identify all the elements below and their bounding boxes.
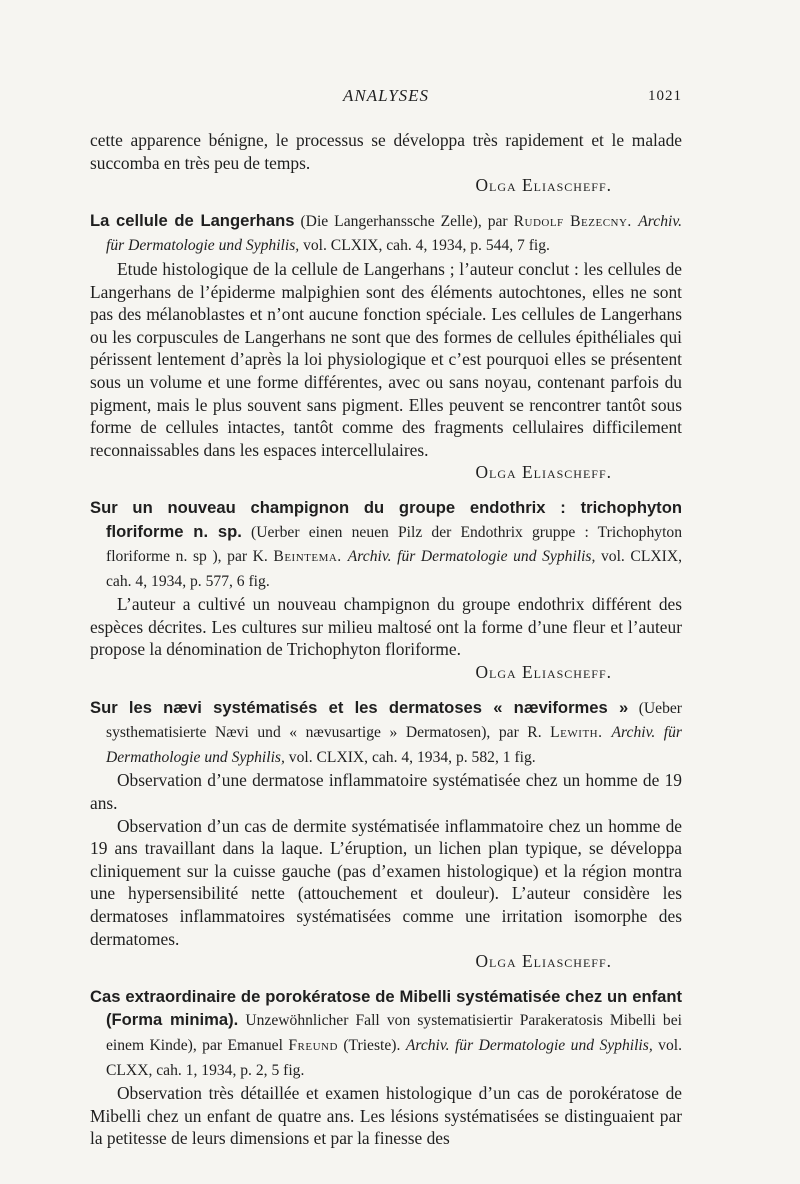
article-original-title: Unzewöhnlicher Fall von systematisiertir Parakeratosis Mibelli bei einem Kinde), par Emanuel	[106, 1012, 682, 1054]
page-header	[90, 86, 682, 110]
article-reference: vol. CLXIX, cah. 4, 1934, p. 582, 1 fig.	[284, 748, 536, 766]
article-author: Rudolf Bezecny.	[513, 212, 632, 230]
article-heading	[90, 496, 682, 593]
article-paragraph: Etude histologique de la cellule de Langerhans ; l’auteur conclut : les cellules de Langerhans de l’épiderme malpighien sont des éléments autochtones, elles ne sont pas des mélanoblastes et n’ont aucune fonction spéciale. Les cellules de Langerhans ou les corpuscules de Langerhans ne sont que des formes de cellules épithéliales qui périssent lentement d’après la loi physiologique et c’est pourquoi elles se présentent sous un volume et une forme différentes, avec ou sans noyau, contenant parfois du pigment, mais le plus souvent sans pigment. Elles peuvent se rencontrer tantôt sous forme de cellules intactes, tantôt comme des fragments cellulaires difficilement reconnaissables dans les espaces intercellulaires.	[90, 258, 682, 460]
article-naevi	[90, 696, 682, 973]
article-author-affiliation: (Trieste).	[337, 1036, 406, 1054]
intro-paragraph: cette apparence bénigne, le processus se développa très rapidement et le malade succomba en très peu de temps.	[90, 130, 682, 173]
article-signature: Olga Eliascheff.	[475, 462, 612, 483]
article-title: Cas extraordinaire de porokératose de Mibelli systématisée chez un enfant (Forma minima).	[90, 986, 682, 1030]
article-trichophyton	[90, 496, 682, 684]
article-reference: vol. CLXIX, cah. 4, 1934, p. 544, 7 fig.	[299, 237, 550, 255]
article-heading	[90, 985, 682, 1082]
article-original-title: (Ueber systhematisierte Nævi und « nævusartige » Dermatosen), par R.	[106, 699, 682, 742]
page-body	[90, 129, 682, 1150]
article-paragraph: L’auteur a cultivé un nouveau champignon du groupe endothrix différent des espèces décrites. Les cultures sur milieu maltosé ont la forme d’une fleur et l’auteur propose la dénomination de Trichophyton floriforme.	[90, 594, 682, 660]
page-number: 1021	[648, 88, 682, 104]
article-paragraph: Observation d’un cas de dermite systématisée inflammatoire chez un homme de 19 ans travaillant dans la laque. L’éruption, un lichen plan typique, se développa cliniquement sur la cuisse gauche (pas d’examen histologique) et la région montra une hypersensibilité nette (attouchement et douleur). L’auteur considère les dermatoses inflammatoires systématisées comme une irritation isomorphe des dermatomes.	[90, 815, 682, 949]
article-title: Sur un nouveau champignon du groupe endothrix : trichophyton floriforme n. sp.	[90, 497, 682, 541]
article-heading	[90, 696, 682, 770]
article-journal: Archiv. für Dermatologie und Syphilis,	[347, 548, 596, 566]
article-reference: vol. CLXIX, cah. 4, 1934, p. 577, 6 fig.	[106, 548, 682, 590]
article-reference: vol. CLXX, cah. 1, 1934, p. 2, 5 fig.	[106, 1036, 683, 1079]
article-paragraph: Observation d’une dermatose inflammatoire systématisée chez un homme de 19 ans.	[90, 770, 682, 814]
article-author: Freund	[288, 1036, 338, 1054]
article-journal: Archiv. für Dermathologie und Syphilis,	[106, 724, 682, 766]
article-heading	[90, 209, 682, 258]
article-original-title: (Uerber einen neuen Pilz der Endothrix gruppe : Trichophyton floriforme n. sp ), par K.	[106, 523, 682, 566]
article-author: Lewith.	[550, 724, 603, 742]
intro-signature: Olga Eliascheff.	[475, 175, 612, 196]
article-title: Sur les nævi systématisés et les dermatoses « næviformes »	[90, 697, 629, 717]
article-porokeratose	[90, 985, 682, 1150]
article-journal: Archiv. für Dermatologie und Syphilis,	[405, 1036, 653, 1054]
article-signature: Olga Eliascheff.	[475, 662, 612, 683]
article-title: La cellule de Langerhans	[90, 210, 295, 230]
running-title: ANALYSES	[342, 86, 430, 105]
article-langerhans	[90, 209, 682, 484]
article-signature: Olga Eliascheff.	[475, 951, 612, 972]
article-original-title: (Die Langerhanssche Zelle), par	[294, 212, 514, 230]
article-author: Beintema.	[273, 548, 342, 566]
article-journal: Archiv. für Dermatologie und Syphilis,	[106, 212, 682, 255]
article-paragraph: Observation très détaillée et examen histologique d’un cas de porokératose de Mibelli chez un enfant de quatre ans. Les lésions systématisées se distinguaient par la petitesse de leurs dimensions et par la finesse des	[90, 1083, 682, 1149]
